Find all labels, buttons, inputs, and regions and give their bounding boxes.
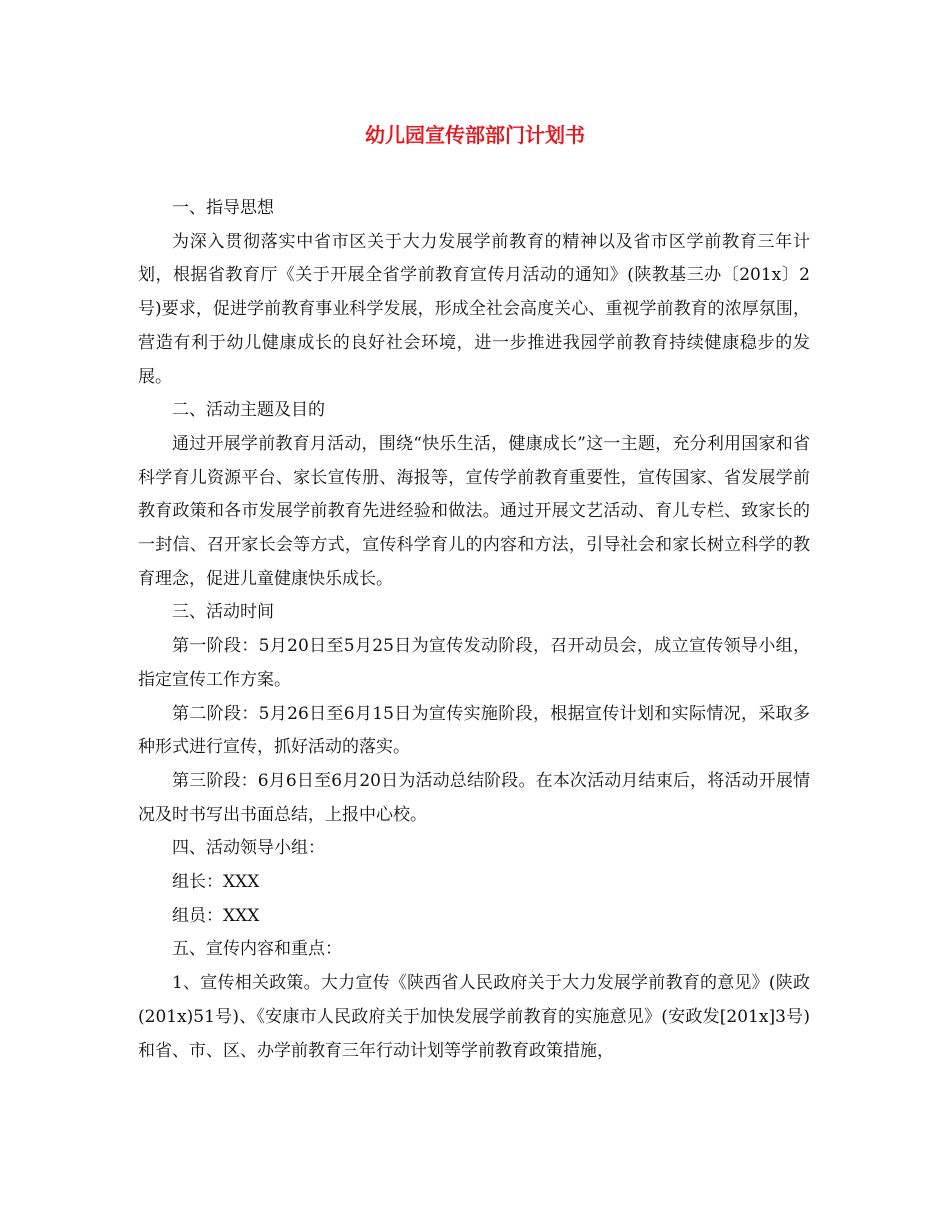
paragraph-guiding-ideology: 为深入贯彻落实中省市区关于大力发展学前教育的精神以及省市区学前教育三年计划，根据省教育厅《关于开展全省学前教育宣传月活动的通知》(陕教基三办〔201x〕2号)要求，促进学前教育事业科学发展，形成全社会高度关心、重视学前教育的浓厚氛围，营造有利于幼儿健康成长的良好社会环境，进一步推进我园学前教育持续健康稳步的发展。 [138, 231, 810, 387]
paragraph-phase-three: 第三阶段：6月6日至6月20日为活动总结阶段。在本次活动月结束后，将活动开展情况及时书写出书面总结，上报中心校。 [138, 770, 810, 825]
paragraph-phase-two: 第二阶段：5月26日至6月15日为宣传实施阶段，根据宣传计划和实际情况，采取多种形式进行宣传，抓好活动的落实。 [138, 703, 810, 758]
heading-guiding-ideology: 一、指导思想 [172, 198, 274, 218]
document-body [138, 192, 810, 1068]
heading-leadership-group: 四、活动领导小组： [172, 838, 325, 859]
heading-content-and-focus: 五、宣传内容和重点： [172, 939, 342, 960]
paragraph-group-leader: 组长：XXX [172, 872, 260, 893]
paragraph-theme-and-purpose: 通过开展学前教育月活动，围绕“快乐生活，健康成长”这一主题，充分利用国家和省科学育儿资源平台、家长宣传册、海报等，宣传学前教育重要性，宣传国家、省发展学前教育政策和各市发展学前教育先进经验和做法。通过开展文艺活动、育儿专栏、致家长的一封信、召开家长会等方式，宣传科学育儿的内容和方法，引导社会和家长树立科学的教育理念，促进儿童健康快乐成长。 [138, 433, 810, 589]
heading-activity-time: 三、活动时间 [172, 602, 274, 623]
paragraph-policy-publicity: 1、宣传相关政策。大力宣传《陕西省人民政府关于大力发展学前教育的意见》(陕政(201x)51号)、《安康市人民政府关于加快发展学前教育的实施意见》(安政发[201x]3号)和省、市、区、办学前教育三年行动计划等学前教育政策措施， [138, 973, 810, 1061]
paragraph-phase-one: 第一阶段：5月20日至5月25日为宣传发动阶段，召开动员会，成立宣传领导小组，指定宣传工作方案。 [138, 636, 810, 690]
document-title: 幼儿园宣传部部门计划书 [365, 123, 585, 147]
heading-theme-and-purpose: 二、活动主题及目的 [172, 400, 325, 421]
paragraph-group-members: 组员：XXX [172, 905, 260, 926]
